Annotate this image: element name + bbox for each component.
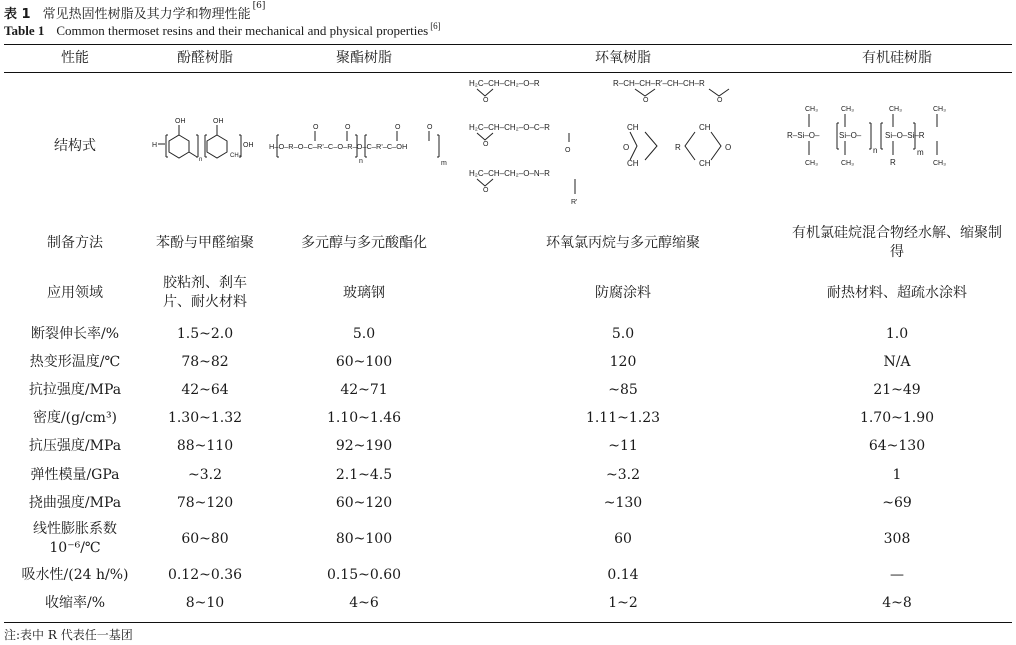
row-label: 线性膨胀系数 10⁻⁶/℃ [33,521,117,556]
row-label: 吸水性/(24 h/%) [21,566,129,583]
cell-epoxy: ~3.2 [606,466,640,483]
properties-table [4,45,1012,617]
polyester-o3: O [395,124,401,131]
cell-polyester: 80~100 [335,530,393,547]
header-silicone: 有机硅树脂 [862,50,932,66]
polyester-m: m [441,160,447,167]
table-row [4,320,1012,348]
cell-silicone: 308 [883,530,911,547]
cell-polyester: 多元醇与多元酸酯化 [301,234,427,251]
cell-epoxy: 环氧氯丙烷与多元醇缩聚 [546,234,700,251]
table-footnote: 注:表中 R 代表任一基团 [4,628,133,642]
cell-polyester: 4~6 [349,594,379,611]
cell-polyester: 92~190 [335,438,393,454]
cell-phenolic: 1.30~1.32 [167,409,243,426]
cell-silicone: N/A [883,353,911,370]
cell-polyester: 1.10~1.46 [326,409,402,426]
epoxy-struct-2: R–CH–CH–R'–CH–CH–R [613,79,705,88]
phenolic-end: OH [243,142,254,149]
header-property: 性能 [61,50,89,66]
header-polyester: 聚酯树脂 [336,50,392,66]
cell-silicone: 1.0 [885,325,909,342]
cell-epoxy: ~85 [608,381,638,398]
table-row [4,348,1012,376]
caption-chinese-title: 常见热固性树脂及其力学和物理性能 [42,7,251,22]
cell-silicone: ~69 [882,494,912,511]
cell-polyester: 2.1~4.5 [335,466,393,483]
table-row [4,589,1012,617]
header-phenolic: 酚醛树脂 [177,50,233,66]
cell-polyester: 玻璃钢 [343,284,385,301]
header-epoxy: 环氧树脂 [595,50,651,66]
caption-chinese [4,3,265,22]
cell-polyester: 42~71 [340,381,388,398]
cell-phenolic: ~3.2 [188,466,222,483]
epoxy-o6: O [483,187,489,194]
table-row [4,561,1012,589]
epoxy-r-prime: R' [571,199,578,206]
table-row [4,220,1012,266]
si-ch3-3: CH₃ [841,106,854,113]
row-label: 密度/(g/cm³) [32,409,118,426]
cell-phenolic: 8~10 [185,594,225,611]
epoxy-ring-ch3: CH [699,123,711,132]
epoxy-ring-r: R [675,143,681,152]
si-chain-left: R–Si–O– [787,131,820,140]
cell-epoxy: ~130 [603,494,643,511]
epoxy-ring-ch2: CH [627,159,639,168]
cell-epoxy: ~11 [608,438,638,454]
polyester-chain: H–O–R–O–C–R'–C–O–R–O–C–R'–C–OH [269,142,408,151]
polyester-n: n [359,158,363,165]
row-label: 弹性模量/GPa [30,466,120,483]
cell-phenolic: 胶粘剂、刹车片、耐火材料 [163,275,247,310]
row-label: 抗拉强度/MPa [28,381,122,398]
caption-english-title: Common thermoset resins and their mechanical and physical properties [56,23,429,38]
epoxy-structure [464,72,782,220]
row-label: 制备方法 [47,234,103,251]
table-row [4,489,1012,517]
cell-epoxy: 120 [609,353,637,370]
phenolic-oh-1: OH [175,118,186,125]
cell-polyester: 0.15~0.60 [326,566,402,583]
cell-polyester: 60~100 [335,353,393,370]
polyester-o1: O [313,124,319,131]
polyester-o4: O [427,124,433,131]
epoxy-struct-4: H₂C–CH–CH₂–O–N–R [469,169,550,178]
epoxy-o4: O [483,141,489,148]
cell-epoxy: 1~2 [608,594,638,611]
phenolic-oh-2: OH [213,118,224,125]
epoxy-struct-1: H₂C–CH–CH₂–O–R [469,79,540,88]
epoxy-o1: O [483,97,489,104]
phenolic-n: n [199,157,203,163]
caption-english [4,23,441,39]
row-label: 挠曲强度/MPa [28,494,122,511]
structure-label: 结构式 [54,137,96,154]
table-row [4,517,1012,561]
cell-silicone: 1 [892,466,902,483]
row-label: 收缩率/% [44,594,106,611]
row-label: 热变形温度/℃ [29,353,121,370]
si-ch3-1: CH₃ [805,106,818,113]
table-row [4,432,1012,461]
silicone-structure [782,72,1012,220]
cell-epoxy: 0.14 [607,566,639,583]
cell-phenolic: 1.5~2.0 [176,325,234,342]
row-label: 断裂伸长率/% [30,325,120,342]
cell-phenolic: 苯酚与甲醛缩聚 [156,234,254,251]
cell-silicone: 21~49 [873,381,921,398]
epoxy-structure-diagram [465,72,781,214]
cell-silicone: 耐热材料、超疏水涂料 [827,284,967,301]
caption-english-label: Table 1 [4,23,45,38]
phenolic-structure [146,72,264,220]
phenolic-h: H [152,142,158,149]
si-ch3-5: CH₃ [889,106,902,113]
cell-epoxy: 60 [614,530,632,547]
polyester-structure [264,72,464,220]
cell-silicone: 64~130 [868,438,926,454]
epoxy-struct-3: H₂C–CH–CH₂–O–C–R [469,123,550,132]
cell-silicone: 4~8 [882,594,912,611]
si-chain-right: Si–O–Si–R [885,131,925,140]
si-chain-mid: Si–O– [839,131,862,140]
si-ch3-7: CH₃ [933,160,946,167]
cell-epoxy: 1.11~1.23 [585,409,661,426]
table-header-row [4,45,1012,72]
epoxy-ring-ch4: CH [699,159,711,168]
structure-row [4,72,1012,220]
epoxy-ring-o2: O [725,143,732,152]
cell-silicone: 1.70~1.90 [859,409,935,426]
table-bottom-rule [4,622,1012,623]
si-ch3-2: CH₃ [805,160,818,167]
cell-phenolic: 42~64 [181,381,229,398]
polyester-structure-diagram [265,111,463,175]
row-label: 应用领域 [47,284,103,301]
si-m: m [917,148,924,157]
si-ch3-6: CH₃ [933,106,946,113]
epoxy-o5: O [565,147,571,154]
phenolic-structure-diagram [147,113,263,173]
silicone-structure-diagram [783,93,1011,193]
cell-silicone: 有机氯硅烷混合物经水解、缩聚制得 [792,225,1002,260]
epoxy-o2: O [643,97,649,104]
si-n: n [873,146,878,155]
caption-reference: [6] [252,1,266,11]
table-row [4,266,1012,320]
table-row [4,376,1012,404]
polyester-o2: O [345,124,351,131]
row-label: 抗压强度/MPa [28,438,122,454]
epoxy-o3: O [717,97,723,104]
phenolic-ch2: CH₂ [230,153,241,159]
cell-polyester: 60~120 [335,494,393,511]
table-row [4,404,1012,432]
cell-epoxy: 5.0 [611,325,635,342]
cell-phenolic: 0.12~0.36 [167,566,243,583]
epoxy-ring-ch1: CH [627,123,639,132]
table-row [4,461,1012,489]
epoxy-ring-o1: O [623,143,630,152]
cell-phenolic: 60~80 [181,530,229,547]
cell-phenolic: 88~110 [176,438,234,454]
caption-chinese-label: 表 1 [4,7,31,22]
cell-polyester: 5.0 [352,325,376,342]
si-r-sub: R [890,158,896,167]
si-ch3-4: CH₃ [841,160,854,167]
cell-silicone: — [890,566,904,583]
cell-phenolic: 78~120 [176,494,234,511]
cell-epoxy: 防腐涂料 [595,284,651,301]
caption-reference-en: [6] [430,21,441,31]
cell-phenolic: 78~82 [181,353,229,370]
